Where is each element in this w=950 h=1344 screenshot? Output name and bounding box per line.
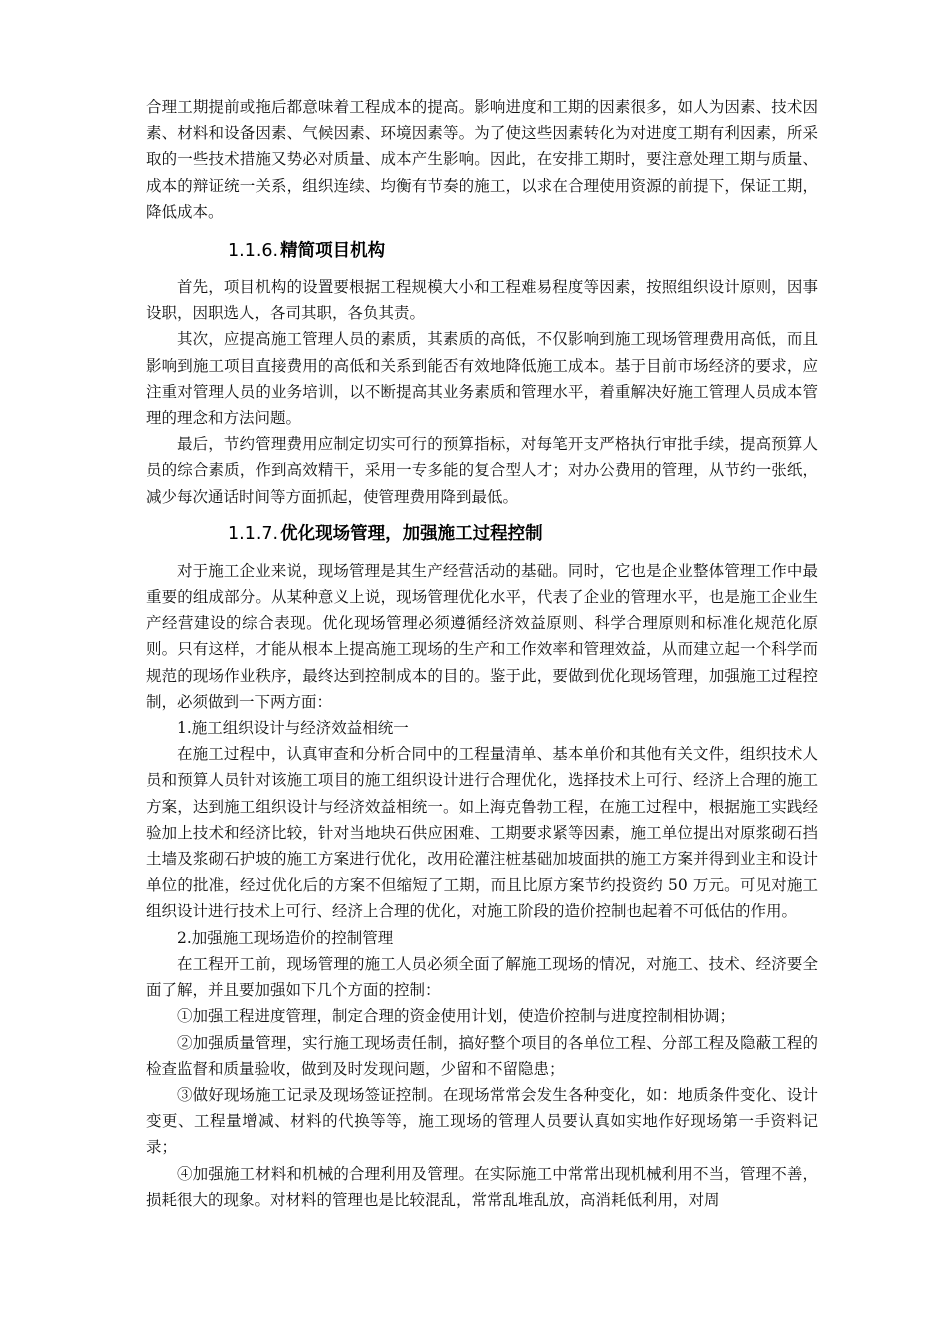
section-number: 1.1.7. <box>228 523 279 544</box>
section-title: 精简项目机构 <box>280 241 386 262</box>
subheading: 2.加强施工现场造价的控制管理 <box>177 928 394 947</box>
section-heading-1-1-6 <box>146 239 818 263</box>
paragraph: 对于施工企业来说，现场管理是其生产经营活动的基础。同时，它也是企业整体管理工作中最重要的组成部分。从某种意义上说，现场管理优化水平，代表了企业的管理水平，也是施工企业生产经营建设的综合表现。优化现场管理必须遵循经济效益原则、科学合理原则和标准化规范化原则。只有这样，才能从根本上提高施工现场的生产和工作效率和管理效益，从而建立起一个科学而规范的现场作业秩序，最终达到控制成本的目的。鉴于此，要做到优化现场管理，加强施工过程控制，必须做到一下两方面： <box>146 561 818 711</box>
list-item: ③做好现场施工记录及现场签证控制。在现场常常会发生各种变化，如：地质条件变化、设计变更、工程量增减、材料的代换等等，施工现场的管理人员要认真如实地作好现场第一手资料记录； <box>146 1085 818 1157</box>
paragraph: 在工程开工前，现场管理的施工人员必须全面了解施工现场的情况，对施工、技术、经济要全面了解，并且要加强如下几个方面的控制： <box>146 954 818 1000</box>
paragraph: 在施工过程中，认真审查和分析合同中的工程量清单、基本单价和其他有关文件，组织技术人员和预算人员针对该施工项目的施工组织设计进行合理优化，选择技术上可行、经济上合理的施工方案，达到施工组织设计与经济效益相统一。如上海克鲁勃工程，在施工过程中，根据施工实践经验加上技术和经济比较，针对当地块石供应困难、工期要求紧等因素，施工单位提出对原浆砌石挡土墙及浆砌石护坡的施工方案进行优化，改用砼灌注桩基础加坡面拱的施工方案并得到业主和设计单位的批准，经过优化后的方案不但缩短了工期，而且比原方案节约投资约 50 万元。可见对施工组织设计进行技术上可行、经济上合理的优化，对施工阶段的造价控制也起着不可低估的作用。 <box>146 745 818 921</box>
list-item: ④加强施工材料和机械的合理利用及管理。在实际施工中常常出现机械利用不当，管理不善，损耗很大的现象。对材料的管理也是比较混乱，常常乱堆乱放，高消耗低利用，对周 <box>146 1164 818 1209</box>
list-item: ②加强质量管理，实行施工现场责任制，搞好整个项目的各单位工程、分部工程及隐蔽工程的检查监督和质量验收，做到及时发现问题，少留和不留隐患； <box>146 1033 818 1078</box>
list-item: ①加强工程进度管理，制定合理的资金使用计划，使造价控制与进度控制相协调； <box>177 1007 736 1026</box>
document-body <box>146 94 818 1213</box>
subheading: 1.施工组织设计与经济效益相统一 <box>177 719 409 738</box>
paragraph: 首先，项目机构的设置要根据工程规模大小和工程难易程度等因素，按照组织设计原则，因事设职，因职选人，各司其职，各负其责。 <box>146 278 818 323</box>
paragraph: 合理工期提前或拖后都意味着工程成本的提高。影响进度和工期的因素很多，如人为因素、技术因素、材料和设备因素、气候因素、环境因素等。为了使这些因素转化为对进度工期有利因素，所采取的一些技术措施又势必对质量、成本产生影响。因此，在安排工期时，要注意处理工期与质量、成本的辩证统一关系，组织连续、均衡有节奏的施工，以求在合理使用资源的前提下，保证工期，降低成本。 <box>146 98 818 221</box>
paragraph: 其次，应提高施工管理人员的素质，其素质的高低，不仅影响到施工现场管理费用高低，而且影响到施工项目直接费用的高低和关系到能否有效地降低施工成本。基于目前市场经济的要求，应注重对管理人员的业务培训，以不断提高其业务素质和管理水平，着重解决好施工管理人员成本管理的理念和方法问题。 <box>146 330 818 428</box>
section-heading-1-1-7 <box>146 522 818 546</box>
section-number: 1.1.6. <box>228 241 279 262</box>
section-title: 优化现场管理，加强施工过程控制 <box>280 523 543 544</box>
paragraph: 最后，节约管理费用应制定切实可行的预算指标，对每笔开支严格执行审批手续，提高预算人员的综合素质，作到高效精干，采用一专多能的复合型人才；对办公费用的管理，从节约一张纸，减少每次通话时间等方面抓起，使管理费用降到最低。 <box>146 435 818 506</box>
